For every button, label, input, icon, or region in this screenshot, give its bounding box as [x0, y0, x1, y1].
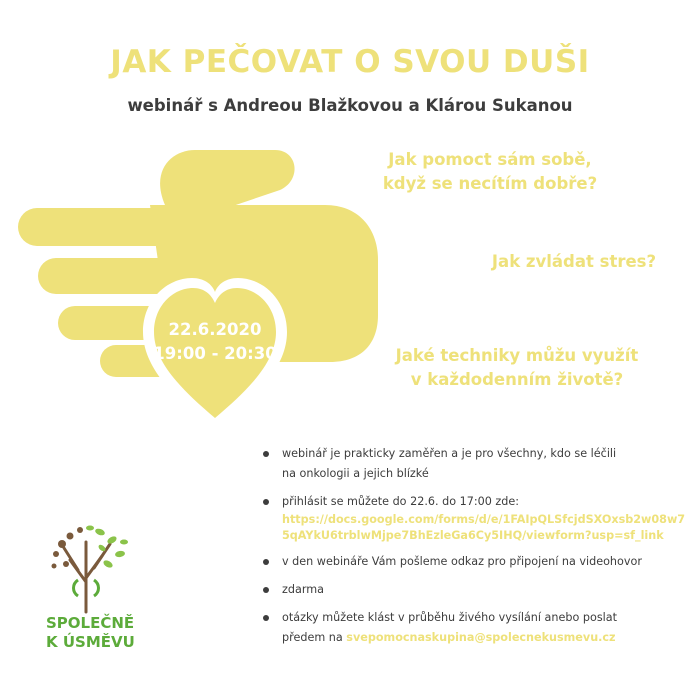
- email-link[interactable]: svepomocnaskupina@spolecnekusmevu.cz: [346, 631, 616, 644]
- tree-logo-icon: [42, 520, 132, 615]
- bullet-icon: [263, 451, 269, 457]
- question-2: [476, 250, 672, 274]
- list-item: zdarma: [262, 580, 692, 600]
- question-3-line2: v každodenním životě?: [410, 370, 624, 389]
- bullet-icon: [263, 499, 269, 505]
- list-item: otázky můžete klást v průběhu živého vysílání anebo poslat předem na svepomocnaskupina@spolecnekusmevu.cz: [262, 608, 692, 648]
- event-date: 22.6.2020: [168, 320, 262, 339]
- question-3-line1: Jaké techniky můžu využít: [395, 346, 639, 365]
- bullet-icon: [263, 615, 269, 621]
- list-item: přihlásit se můžete do 22.6. do 17:00 zde: https://docs.google.com/forms/d/e/1FAIpQLSfcjdSXOxsb2w08w75qAYkU6trblwMjpe7BhEzleGa6Cy5IHQ/viewform?usp=sf_link: [262, 492, 692, 544]
- question-1-line1: Jak pomoct sám sobě,: [388, 150, 592, 169]
- question-1-line2: když se necítím dobře?: [382, 174, 598, 193]
- question-2-line1: Jak zvládat stres?: [491, 252, 657, 271]
- event-time: 19:00 - 20:30: [153, 344, 277, 363]
- bullet-icon: [263, 587, 269, 593]
- question-3: [378, 344, 656, 392]
- event-datetime: [140, 318, 290, 366]
- list-item: webinář je prakticky zaměřen a je pro všechny, kdo se léčili na onkologii a jejich blízké: [262, 444, 692, 484]
- info-list: [262, 444, 692, 656]
- list-item: v den webináře Vám pošleme odkaz pro připojení na videohovor: [262, 552, 692, 572]
- logo-line1: SPOLEČNĚ: [46, 614, 135, 632]
- bullet-icon: [263, 559, 269, 565]
- logo-text: [46, 614, 135, 652]
- subtitle: webinář s Andreou Blažkovou a Klárou Sukanou: [127, 96, 573, 115]
- page-title: JAK PEČOVAT O SVOU DUŠI: [110, 44, 590, 80]
- logo-line2: K ÚSMĚVU: [46, 633, 135, 651]
- registration-link[interactable]: https://docs.google.com/forms/d/e/1FAIpQLSfcjdSXOxsb2w08w75qAYkU6trblwMjpe7BhEzleGa6Cy5IHQ/viewform?usp=sf_link: [282, 513, 686, 542]
- question-1: [356, 148, 624, 196]
